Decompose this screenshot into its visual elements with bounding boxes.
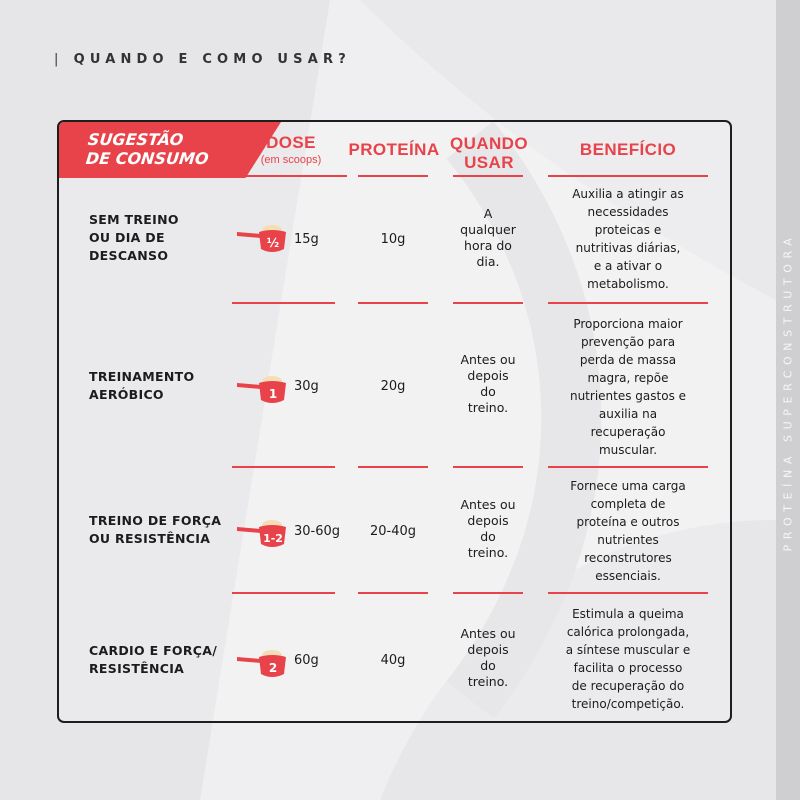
benefit-line: magra, repõe <box>587 371 669 385</box>
page-title <box>54 52 351 67</box>
header-underline-protein <box>358 175 428 177</box>
dose-value: 30-60g <box>294 524 341 539</box>
header-dose-sub: (em scoops) <box>260 154 322 166</box>
benefit-line: perda de massa <box>579 353 677 367</box>
header-benefit-label: BENEFÍCIO <box>579 140 677 159</box>
when-value <box>448 352 528 416</box>
when-value <box>448 206 528 270</box>
header-when-line-1: QUANDO <box>450 134 528 153</box>
benefit-value <box>543 315 713 459</box>
row-separator <box>548 302 708 304</box>
row-separator <box>358 592 428 594</box>
when-line: do <box>480 658 496 673</box>
header-dose-label: DOSE <box>266 133 316 152</box>
banner-line-2: DE CONSUMO <box>85 149 210 168</box>
benefit-line: auxilia na <box>598 407 658 421</box>
benefit-line: reconstrutores <box>584 551 672 565</box>
benefit-value <box>543 605 713 713</box>
when-line: depois <box>467 368 509 383</box>
benefit-line: recuperação <box>590 425 666 439</box>
when-line: Antes ou <box>460 352 516 367</box>
row-separator <box>548 592 708 594</box>
when-value <box>448 497 528 561</box>
row-label-cardio-strength <box>89 642 217 678</box>
when-line: A <box>483 206 493 221</box>
benefit-line: metabolismo. <box>587 277 669 291</box>
benefit-line: calórica prolongada, <box>566 625 690 639</box>
benefit-value <box>543 185 713 293</box>
protein-value: 20-40g <box>369 524 417 539</box>
when-line: depois <box>467 642 509 657</box>
benefit-value <box>543 477 713 585</box>
benefit-line: Proporciona maior <box>573 317 683 331</box>
when-line: dia. <box>476 254 500 269</box>
benefit-line: proteicas e <box>594 223 662 237</box>
row-label-line: AERÓBICO <box>89 387 164 402</box>
when-line: do <box>480 384 496 399</box>
row-separator <box>453 466 523 468</box>
row-separator <box>453 302 523 304</box>
banner-line-1: SUGESTÃO <box>87 130 185 149</box>
when-line: hora do <box>464 238 512 253</box>
row-separator <box>232 302 335 304</box>
row-separator <box>453 592 523 594</box>
benefit-line: Estimula a queima <box>572 607 684 621</box>
benefit-line: a síntese muscular e <box>565 643 691 657</box>
scoop-icon <box>235 514 291 550</box>
scoop-label: 1 <box>268 387 278 401</box>
banner-title <box>85 130 212 168</box>
when-line: treino. <box>467 674 509 689</box>
protein-value: 10g <box>380 232 406 247</box>
benefit-line: e a ativar o <box>593 259 663 273</box>
benefit-line: treino/competição. <box>571 697 685 711</box>
when-line: treino. <box>467 545 509 560</box>
row-label-line: DESCANSO <box>89 248 169 263</box>
row-separator <box>232 466 335 468</box>
benefit-line: necessidades <box>587 205 669 219</box>
row-label-rest-day <box>89 211 179 265</box>
scoop-icon <box>235 644 291 680</box>
when-line: treino. <box>467 400 509 415</box>
row-separator <box>358 302 428 304</box>
row-label-line: RESISTÊNCIA <box>89 661 185 676</box>
scoop-label: ½ <box>266 236 280 250</box>
row-label-aerobic <box>89 368 194 404</box>
consumption-table <box>57 120 732 723</box>
title-bar-icon: | <box>54 52 64 67</box>
header-dose <box>232 133 350 166</box>
dose-value: 15g <box>294 232 319 247</box>
row-label-line: CARDIO E FORÇA/ <box>89 643 218 658</box>
scoop-icon <box>235 370 291 406</box>
row-label-line: OU DIA DE <box>89 230 165 245</box>
benefit-line: nutrientes <box>597 533 659 547</box>
header-when-line-2: USAR <box>464 153 514 172</box>
header-protein <box>344 140 444 159</box>
benefit-line: Fornece uma carga <box>570 479 686 493</box>
dose-value: 30g <box>294 379 319 394</box>
when-value <box>448 626 528 690</box>
scoop-label: 2 <box>268 661 278 675</box>
benefit-line: Auxilia a atingir as <box>572 187 684 201</box>
scoop-label: 1-2 <box>263 532 283 545</box>
when-line: depois <box>467 513 509 528</box>
benefit-line: completa de <box>590 497 666 511</box>
benefit-line: nutrientes gastos e <box>569 389 687 403</box>
benefit-line: prevenção para <box>580 335 676 349</box>
benefit-line: nutritivas diárias, <box>575 241 681 255</box>
benefit-line: facilita o processo <box>573 661 683 675</box>
row-label-line: OU RESISTÊNCIA <box>89 531 211 546</box>
row-label-line: SEM TREINO <box>89 212 179 227</box>
protein-value: 40g <box>380 653 406 668</box>
row-separator <box>548 466 708 468</box>
row-separator <box>232 592 335 594</box>
row-label-line: TREINAMENTO <box>89 369 195 384</box>
header-when <box>449 134 529 172</box>
dose-value: 60g <box>294 653 319 668</box>
when-line: Antes ou <box>460 497 516 512</box>
row-label-line: TREINO DE FORÇA <box>89 513 222 528</box>
row-label-strength <box>89 512 221 548</box>
header-protein-label: PROTEÍNA <box>348 140 440 159</box>
header-underline-dose <box>232 175 347 177</box>
benefit-line: muscular. <box>598 443 658 457</box>
when-line: do <box>480 529 496 544</box>
header-benefit <box>543 140 713 159</box>
benefit-line: essenciais. <box>595 569 661 583</box>
header-underline-when <box>453 175 523 177</box>
header-underline-benefit <box>548 175 708 177</box>
row-separator <box>358 466 428 468</box>
scoop-icon <box>235 219 291 255</box>
side-brand-text: PROTEÍNA SUPERCONSTRUTORA <box>781 232 795 552</box>
page-title-text: QUANDO E COMO USAR? <box>73 52 351 67</box>
when-line: qualquer <box>460 222 516 237</box>
benefit-line: de recuperação do <box>571 679 685 693</box>
benefit-line: proteína e outros <box>576 515 680 529</box>
protein-value: 20g <box>380 379 406 394</box>
when-line: Antes ou <box>460 626 516 641</box>
